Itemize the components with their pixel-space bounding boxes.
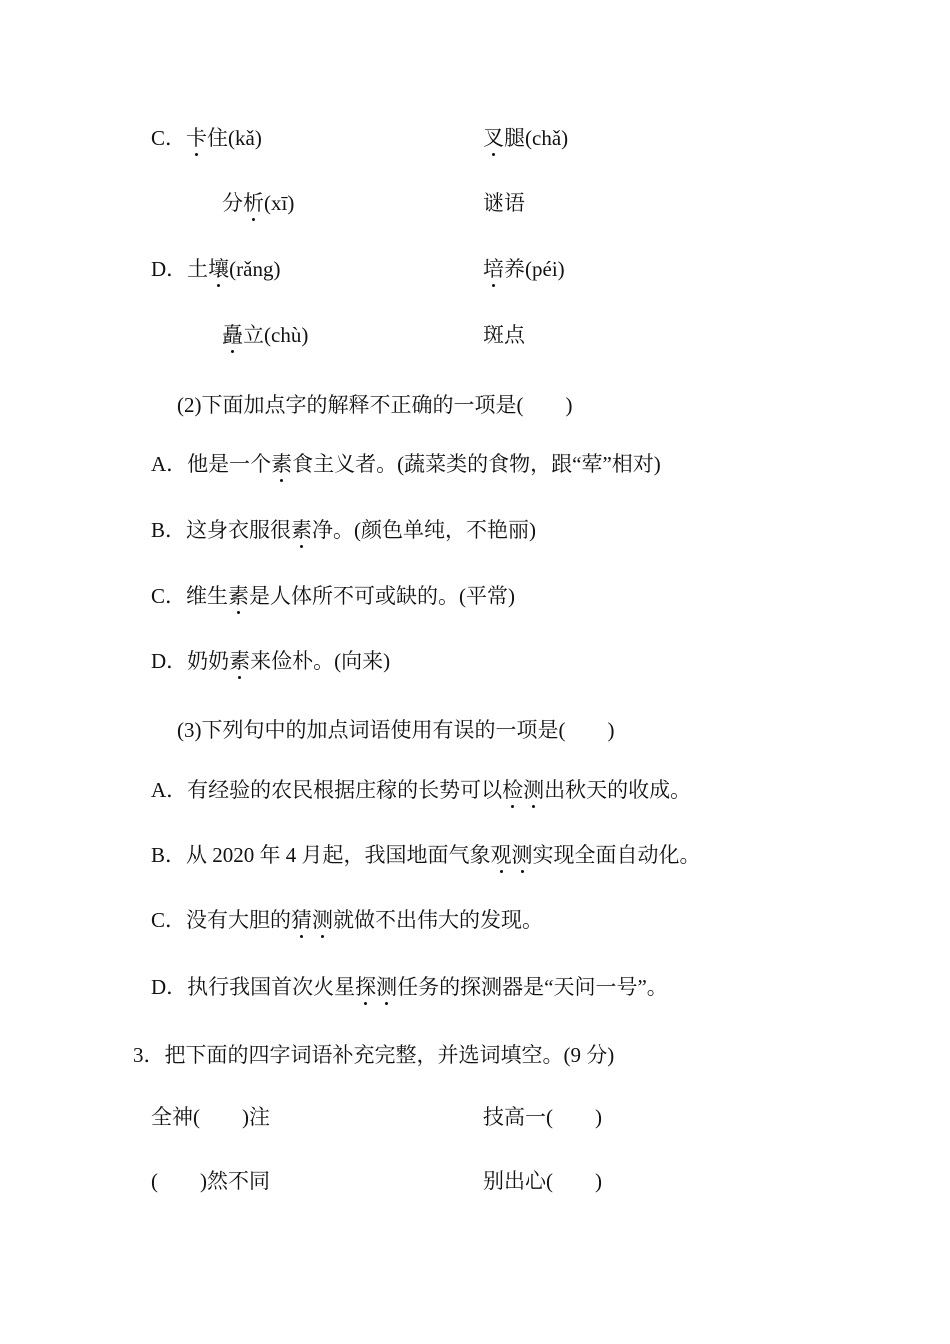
text-segment: 食主义者。(蔬菜类的食物，跟“荤”相对) (292, 452, 661, 476)
c-item-3 (222, 190, 294, 216)
q3-title (177, 717, 614, 743)
text-segment: 实现全面自动化。 (532, 843, 701, 867)
text-segment: B．从 2020 年 4 月起，我国地面气象 (151, 843, 491, 867)
emphasized-char: 测 (376, 975, 398, 999)
text-segment: 养(péi) (504, 257, 565, 281)
text-segment: 来俭朴。(向来) (250, 649, 391, 673)
emphasized-char: 叉 (483, 126, 504, 150)
emphasized-char: 素 (228, 584, 250, 608)
text-segment: 出秋天的收成。 (544, 778, 692, 802)
text-segment: 住(kǎ) (207, 126, 262, 150)
emphasized-char: 猜 (291, 908, 313, 932)
emphasized-char: 探 (355, 975, 377, 999)
text-segment: 谜语 (483, 191, 525, 215)
text-segment: A．他是一个 (151, 452, 272, 476)
text-segment: 任务的探测器是“天问一号”。 (397, 975, 668, 999)
text-segment: 全神( )注 (151, 1105, 270, 1129)
q2-d (151, 648, 390, 674)
fill-1 (151, 1104, 270, 1130)
text-segment: D．奶奶 (151, 649, 230, 673)
text-segment: 别出心( ) (483, 1169, 602, 1193)
text-segment: 就做不出伟大的发现。 (333, 908, 544, 932)
text-segment: (xī) (264, 191, 295, 215)
emphasized-char: 卡 (186, 126, 208, 150)
fill-2 (483, 1104, 602, 1130)
q-3-title (133, 1042, 614, 1068)
text-segment: 技高一( ) (483, 1105, 602, 1129)
text-segment: (rǎng) (229, 257, 281, 281)
emphasized-char: 培 (483, 257, 504, 281)
text-segment: D．土 (151, 257, 209, 281)
q3-c (151, 907, 543, 933)
text-segment: A．有经验的农民根据庄稼的长势可以 (151, 778, 503, 802)
text-segment: 腿(chǎ) (504, 126, 569, 150)
emphasized-char: 测 (511, 843, 533, 867)
text-segment: 斑点 (483, 323, 525, 347)
c-item-4 (483, 190, 525, 216)
emphasized-char: 检 (502, 778, 524, 802)
text-segment: D．执行我国首次火星 (151, 975, 356, 999)
q3-d (151, 974, 668, 1000)
emphasized-char: 测 (312, 908, 334, 932)
q3-a (151, 777, 691, 803)
text-segment: B．这身衣服很 (151, 518, 292, 542)
d-item-4 (483, 322, 525, 348)
fill-3 (151, 1168, 270, 1194)
emphasized-char: 壤 (208, 257, 230, 281)
emphasized-char: 观 (490, 843, 512, 867)
q2-c (151, 583, 515, 609)
emphasized-char: 测 (523, 778, 545, 802)
text-segment: C．维生 (151, 584, 229, 608)
q2-b (151, 517, 536, 543)
emphasized-char: 矗 (222, 323, 243, 347)
text-segment: (2)下面加点字的解释不正确的一项是( ) (177, 393, 573, 417)
text-segment: C．没有大胆的 (151, 908, 292, 932)
text-segment: 净。(颜色单纯，不艳丽) (312, 518, 537, 542)
emphasized-char: 析 (243, 191, 264, 215)
d-item-1 (151, 256, 280, 282)
fill-4 (483, 1168, 602, 1194)
text-segment: 分 (222, 191, 243, 215)
d-item-2 (483, 256, 565, 282)
text-segment: 立(chù) (243, 323, 309, 347)
emphasized-char: 素 (229, 649, 251, 673)
emphasized-char: 素 (291, 518, 313, 542)
text-segment: (3)下列句中的加点词语使用有误的一项是( ) (177, 718, 615, 742)
text-segment: 3．把下面的四字词语补充完整，并选词填空。(9 分) (133, 1043, 615, 1067)
c-item-1 (151, 125, 262, 151)
c-item-2 (483, 125, 568, 151)
text-segment: 是人体所不可或缺的。(平常) (249, 584, 516, 608)
q3-b (151, 842, 701, 868)
text-segment: ( )然不同 (151, 1169, 270, 1193)
q2-title (177, 392, 572, 418)
text-segment: C． (151, 126, 187, 150)
d-item-3 (222, 322, 308, 348)
emphasized-char: 素 (271, 452, 293, 476)
q2-a (151, 451, 661, 477)
